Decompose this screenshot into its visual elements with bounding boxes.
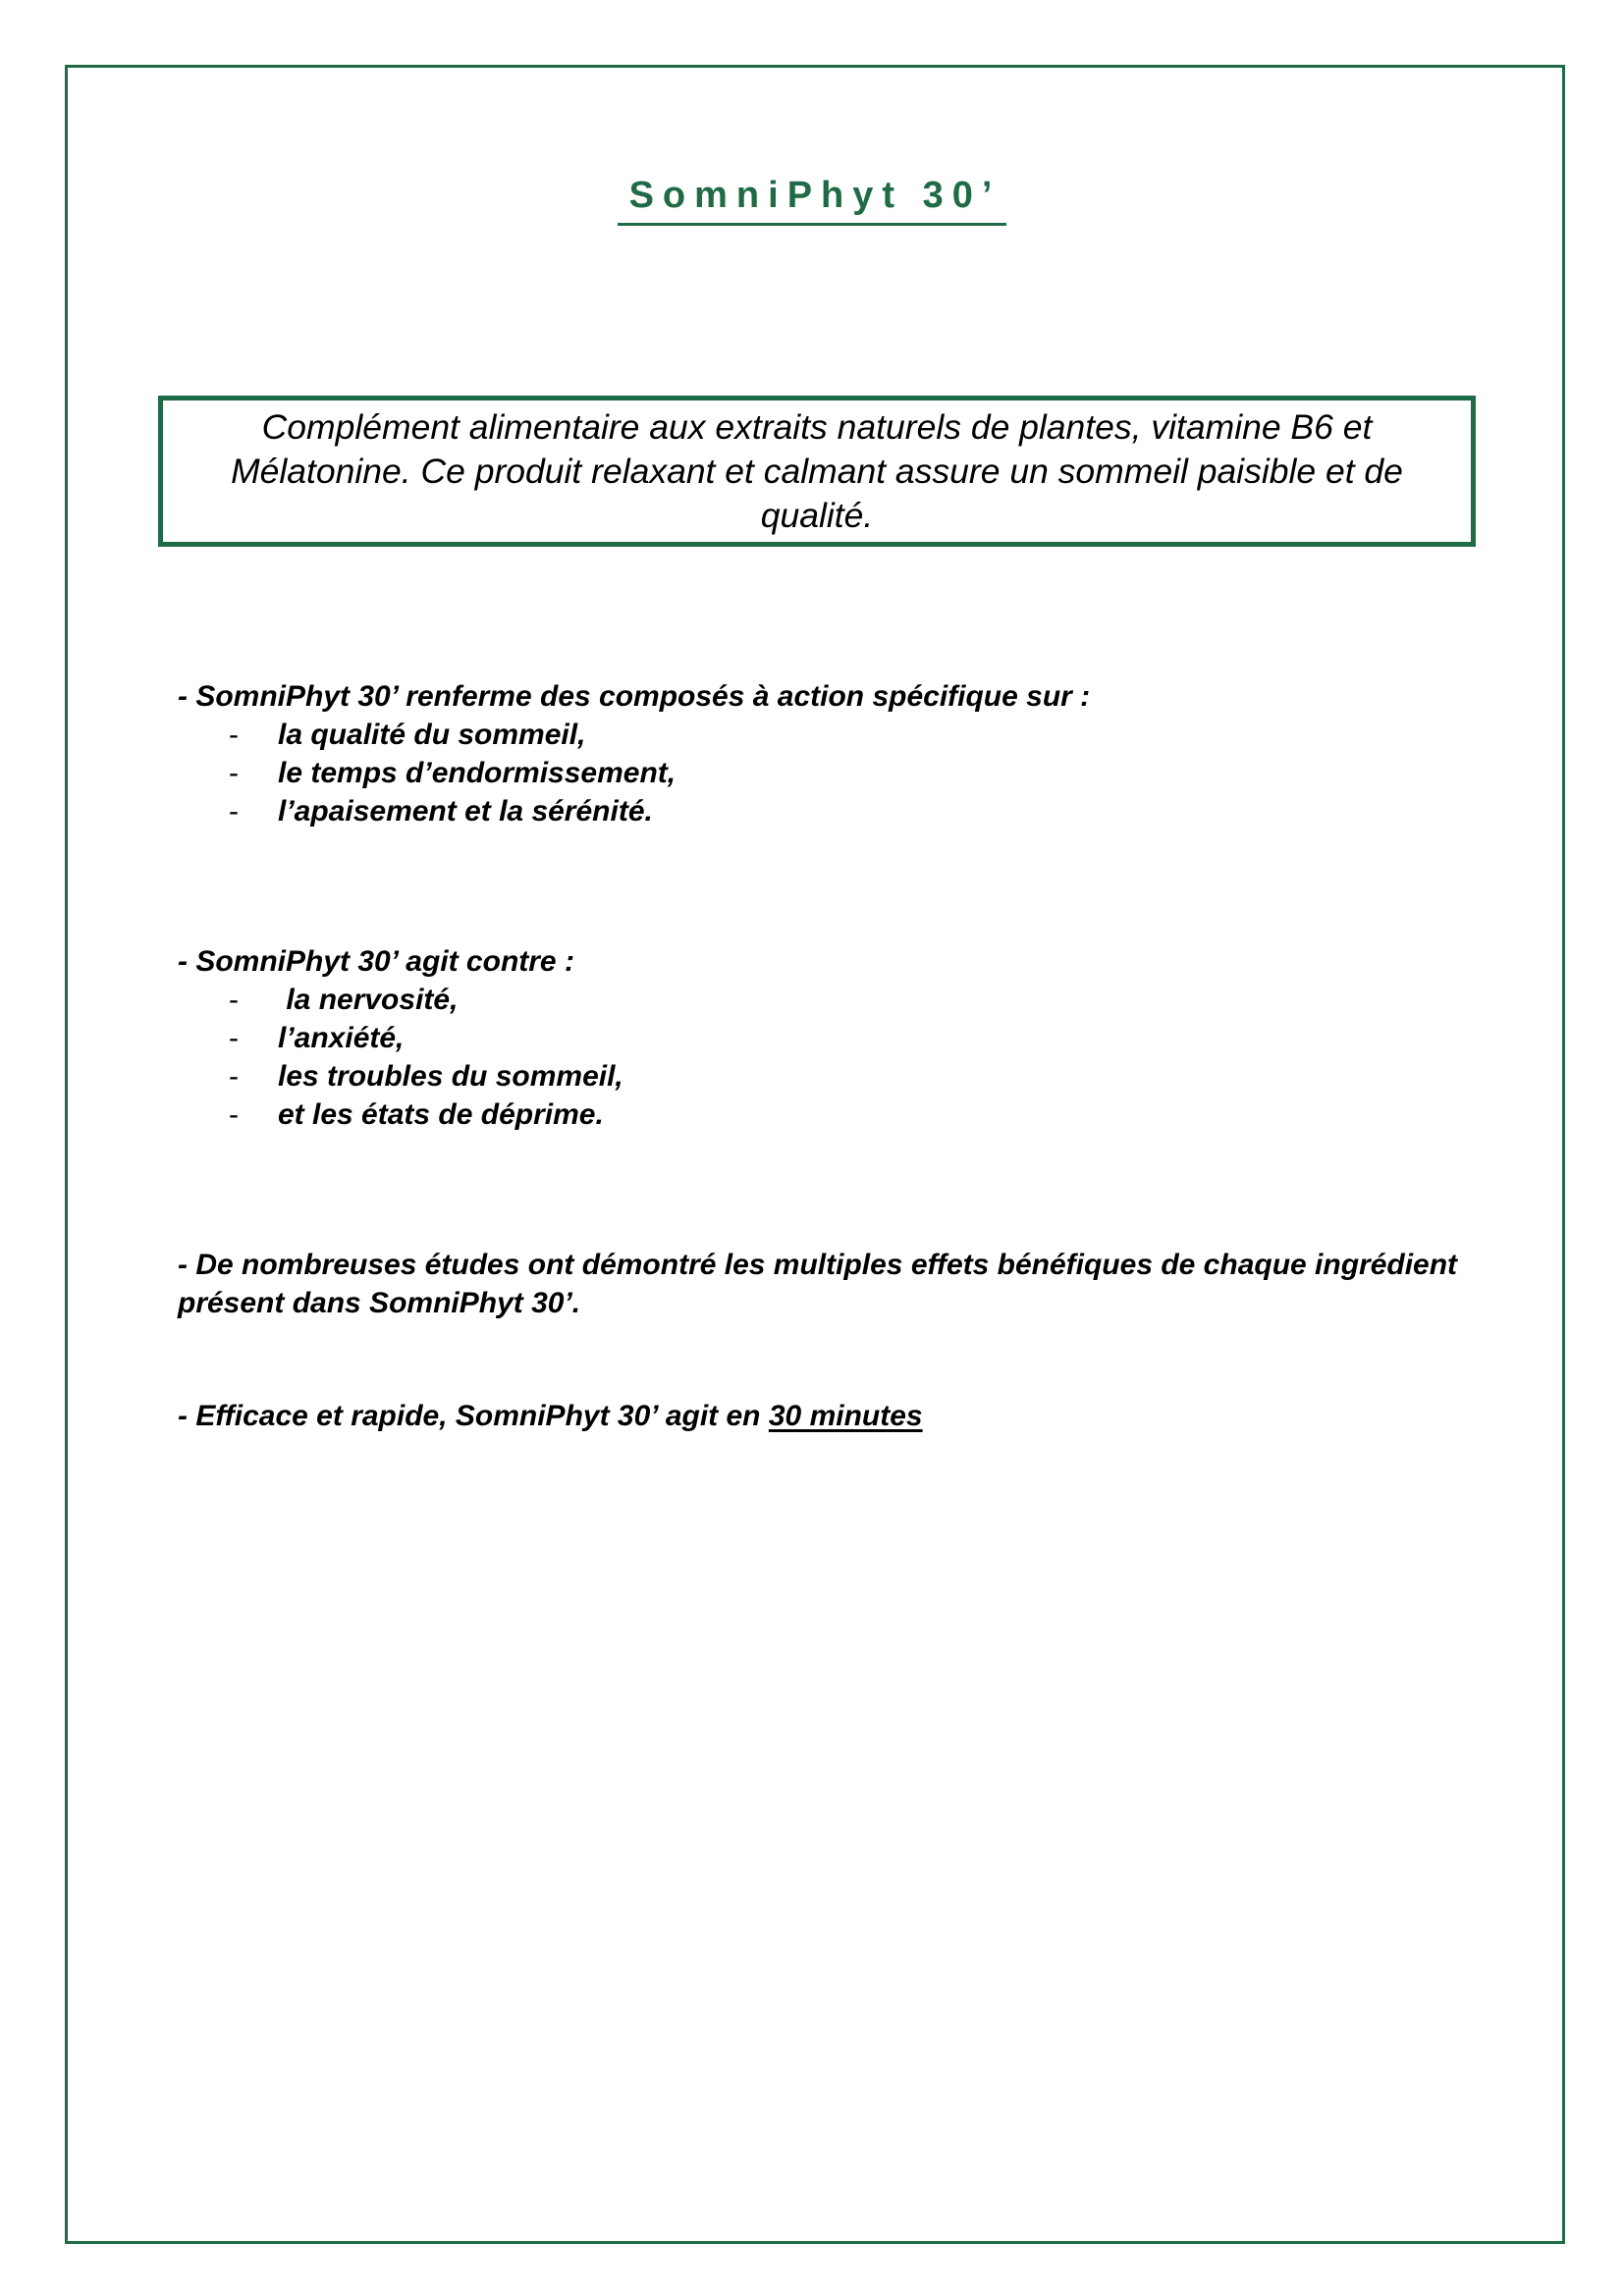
list-item	[178, 716, 1464, 754]
list-item-text: le temps d’endormissement,	[278, 757, 677, 789]
dash-bullet: -	[229, 795, 239, 828]
list-item-text: les troubles du sommeil,	[278, 1060, 623, 1093]
efficacy-text: - Efficace et rapide, SomniPhyt 30’ agit en	[178, 1400, 769, 1432]
spacer	[178, 1322, 1464, 1397]
list-item	[178, 792, 1464, 830]
list-item-text: la qualité du sommeil,	[278, 719, 586, 751]
document-body	[178, 677, 1464, 1435]
dash-bullet: -	[229, 984, 239, 1016]
efficacy-paragraph	[178, 1397, 1464, 1435]
list-item	[178, 1095, 1464, 1134]
list-item	[178, 1019, 1464, 1057]
document-title-block	[0, 175, 1624, 226]
dash-bullet: -	[229, 757, 239, 789]
bullet-list	[178, 981, 1464, 1134]
summary-box	[158, 396, 1476, 547]
list-item	[178, 981, 1464, 1019]
list-item-text: l’apaisement et la sérénité.	[278, 795, 653, 828]
dash-bullet: -	[229, 1022, 239, 1054]
section-intro: - SomniPhyt 30’ renferme des composés à action spécifique sur :	[178, 680, 1091, 713]
list-item	[178, 1057, 1464, 1095]
list-item	[178, 754, 1464, 792]
section-intro: - SomniPhyt 30’ agit contre :	[178, 945, 574, 978]
summary-text: Complément alimentaire aux extraits naturels de plantes, vitamine B6 et Mélatonine. Ce produit relaxant et calmant assure un sommeil paisible et de qualité.	[231, 406, 1403, 535]
dash-bullet: -	[229, 1060, 239, 1093]
spacer	[178, 830, 1464, 942]
section-efficacy	[178, 1397, 1464, 1435]
bullet-list	[178, 716, 1464, 830]
dash-bullet: -	[229, 1098, 239, 1131]
efficacy-emphasis: 30 minutes	[768, 1400, 923, 1432]
section-acts-against	[178, 942, 1464, 1134]
list-item-text: l’anxiété,	[278, 1022, 405, 1054]
dash-bullet: -	[229, 719, 239, 751]
studies-paragraph: - De nombreuses études ont démontré les multiples effets bénéfiques de chaque ingrédient présent dans SomniPhyt 30’.	[178, 1249, 1458, 1319]
section-action-areas	[178, 677, 1464, 830]
section-studies	[178, 1246, 1464, 1322]
list-item-text: la nervosité,	[278, 984, 459, 1016]
spacer	[178, 1134, 1464, 1246]
document-title: SomniPhyt 30’	[618, 175, 1007, 226]
list-item-text: et les états de déprime.	[278, 1098, 604, 1131]
